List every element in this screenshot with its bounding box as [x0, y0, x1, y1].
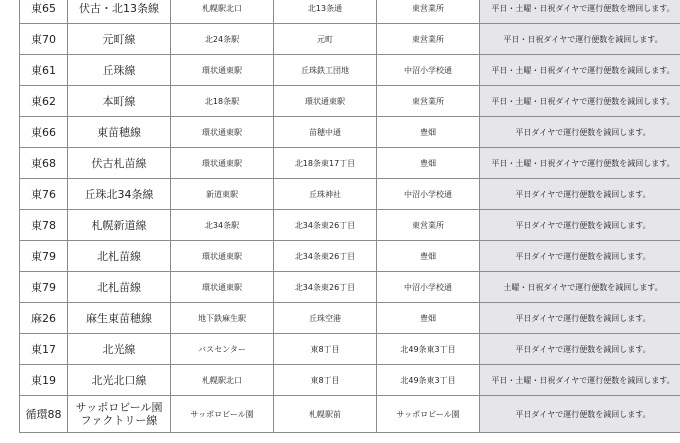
- change-note: 土曜・日祝ダイヤで運行便数を減回します。: [480, 272, 680, 303]
- route-number: 東19: [20, 365, 68, 396]
- change-note: 平日ダイヤで運行便数を減回します。: [480, 303, 680, 334]
- table-row: [20, 365, 680, 396]
- via-stop: 丘珠鉄工団地: [274, 55, 377, 86]
- route-number: 東70: [20, 24, 68, 55]
- origin-stop: バスセンター: [171, 334, 274, 365]
- via-stop: 北34条東26丁目: [274, 272, 377, 303]
- destination-stop: 豊畑: [377, 241, 480, 272]
- route-number: 東79: [20, 272, 68, 303]
- route-name: 伏古札苗線: [68, 148, 171, 179]
- change-note: 平日・土曜・日祝ダイヤで運行便数を減回します。: [480, 86, 680, 117]
- via-stop: 北18条東17丁目: [274, 148, 377, 179]
- destination-stop: 豊畑: [377, 303, 480, 334]
- destination-stop: 北49条東3丁目: [377, 334, 480, 365]
- route-number: 東76: [20, 179, 68, 210]
- route-number: 東79: [20, 241, 68, 272]
- change-note: 平日ダイヤで運行便数を減回します。: [480, 334, 680, 365]
- table-row: [20, 148, 680, 179]
- change-note: 平日ダイヤで運行便数を減回します。: [480, 117, 680, 148]
- table-row: [20, 86, 680, 117]
- table-row: [20, 396, 680, 433]
- table-row: [20, 117, 680, 148]
- route-number: 東65: [20, 0, 68, 24]
- via-stop: 丘珠空港: [274, 303, 377, 334]
- destination-stop: 中沼小学校通: [377, 55, 480, 86]
- change-note: 平日ダイヤで運行便数を減回します。: [480, 241, 680, 272]
- origin-stop: 札幌駅北口: [171, 0, 274, 24]
- route-name: [68, 396, 171, 433]
- route-name: 丘珠北34条線: [68, 179, 171, 210]
- route-number: 循環88: [20, 396, 68, 433]
- route-name: 北札苗線: [68, 272, 171, 303]
- via-stop: 環状通東駅: [274, 86, 377, 117]
- route-number: 東78: [20, 210, 68, 241]
- destination-stop: 東営業所: [377, 210, 480, 241]
- route-name: 東苗穂線: [68, 117, 171, 148]
- origin-stop: 北18条駅: [171, 86, 274, 117]
- route-name: 札幌新道線: [68, 210, 171, 241]
- origin-stop: 札幌駅北口: [171, 365, 274, 396]
- table-row: [20, 179, 680, 210]
- change-note: 平日ダイヤで運行便数を減回します。: [480, 210, 680, 241]
- destination-stop: 豊畑: [377, 148, 480, 179]
- destination-stop: 東営業所: [377, 24, 480, 55]
- via-stop: 苗穂中通: [274, 117, 377, 148]
- route-number: 東68: [20, 148, 68, 179]
- change-note: 平日・土曜・日祝ダイヤで運行便数を増回します。: [480, 0, 680, 24]
- table-row: [20, 55, 680, 86]
- origin-stop: 環状通東駅: [171, 55, 274, 86]
- destination-stop: 北49条東3丁目: [377, 365, 480, 396]
- route-name: 元町線: [68, 24, 171, 55]
- origin-stop: 新道東駅: [171, 179, 274, 210]
- route-number: 東17: [20, 334, 68, 365]
- origin-stop: 環状通東駅: [171, 117, 274, 148]
- table-row: [20, 303, 680, 334]
- destination-stop: 中沼小学校通: [377, 272, 480, 303]
- route-name: 伏古・北13条線: [68, 0, 171, 24]
- table-row: [20, 334, 680, 365]
- via-stop: 北34条東26丁目: [274, 210, 377, 241]
- change-note: 平日・土曜・日祝ダイヤで運行便数を減回します。: [480, 55, 680, 86]
- change-note: 平日ダイヤで運行便数を減回します。: [480, 396, 680, 433]
- change-note: 平日・日祝ダイヤで運行便数を減回します。: [480, 24, 680, 55]
- via-stop: 丘珠神社: [274, 179, 377, 210]
- via-stop: 東8丁目: [274, 334, 377, 365]
- route-name: 北札苗線: [68, 241, 171, 272]
- origin-stop: サッポロビール園: [171, 396, 274, 433]
- route-number: 麻26: [20, 303, 68, 334]
- route-number: 東66: [20, 117, 68, 148]
- route-number: 東61: [20, 55, 68, 86]
- via-stop: 東8丁目: [274, 365, 377, 396]
- table-row: [20, 210, 680, 241]
- origin-stop: 北24条駅: [171, 24, 274, 55]
- via-stop: 元町: [274, 24, 377, 55]
- destination-stop: サッポロビール園: [377, 396, 480, 433]
- table-row: [20, 0, 680, 24]
- table-row: [20, 272, 680, 303]
- destination-stop: 東営業所: [377, 86, 480, 117]
- route-name: 北光線: [68, 334, 171, 365]
- via-stop: 北34条東26丁目: [274, 241, 377, 272]
- origin-stop: 北34条駅: [171, 210, 274, 241]
- change-note: 平日・土曜・日祝ダイヤで運行便数を減回します。: [480, 365, 680, 396]
- destination-stop: 豊畑: [377, 117, 480, 148]
- destination-stop: 中沼小学校通: [377, 179, 480, 210]
- route-name-line: サッポロビール園: [75, 401, 163, 414]
- route-name-line: ファクトリー線: [80, 414, 158, 427]
- table-row: [20, 24, 680, 55]
- change-note: 平日ダイヤで運行便数を減回します。: [480, 179, 680, 210]
- route-name: 北光北口線: [68, 365, 171, 396]
- via-stop: 札幌駅前: [274, 396, 377, 433]
- route-name: 丘珠線: [68, 55, 171, 86]
- route-name: 麻生東苗穂線: [68, 303, 171, 334]
- route-number: 東62: [20, 86, 68, 117]
- origin-stop: 環状通東駅: [171, 148, 274, 179]
- via-stop: 北13条通: [274, 0, 377, 24]
- origin-stop: 環状通東駅: [171, 241, 274, 272]
- change-note: 平日・土曜・日祝ダイヤで運行便数を減回します。: [480, 148, 680, 179]
- route-name: 本町線: [68, 86, 171, 117]
- origin-stop: 地下鉄麻生駅: [171, 303, 274, 334]
- origin-stop: 環状通東駅: [171, 272, 274, 303]
- route-change-table: [19, 0, 680, 433]
- destination-stop: 東営業所: [377, 0, 480, 24]
- table-row: [20, 241, 680, 272]
